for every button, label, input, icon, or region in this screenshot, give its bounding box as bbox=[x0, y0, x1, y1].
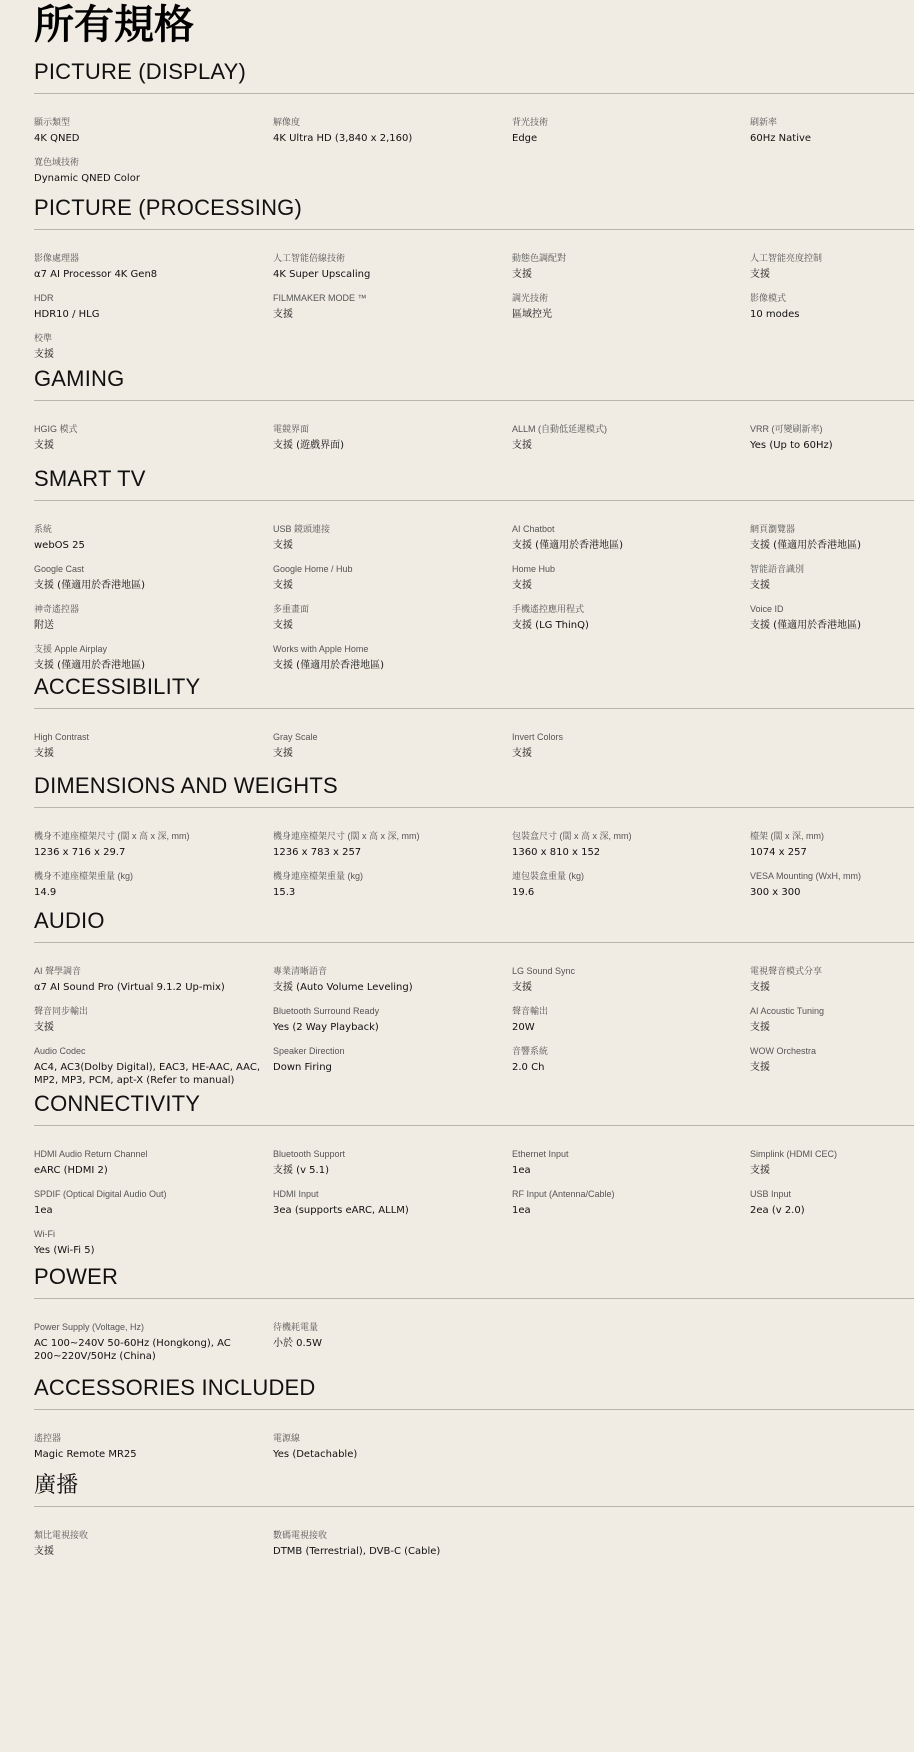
section-divider bbox=[34, 1298, 914, 1299]
section-title: POWER bbox=[34, 1264, 119, 1289]
spec-label: Voice ID bbox=[750, 604, 784, 614]
spec-value: AC 100~240V 50-60Hz (Hongkong), AC 200~220V/50Hz (China) bbox=[34, 1338, 231, 1362]
spec-label: 遙控器 bbox=[34, 1433, 62, 1443]
spec-item bbox=[512, 1045, 750, 1087]
spec-value: 支援 (僅適用於香港地區) bbox=[750, 540, 861, 551]
spec-item bbox=[273, 1148, 512, 1183]
spec-value: 300 x 300 bbox=[750, 887, 801, 898]
spec-value: 支援 bbox=[512, 269, 532, 280]
spec-label: 支援 Apple Airplay bbox=[34, 644, 108, 654]
spec-label: 解像度 bbox=[273, 117, 301, 127]
spec-label: VESA Mounting (WxH, mm) bbox=[750, 871, 862, 881]
spec-item bbox=[512, 1005, 750, 1040]
spec-value: 2ea (v 2.0) bbox=[750, 1205, 805, 1216]
section-title: AUDIO bbox=[34, 908, 105, 933]
spec-label: Ethernet Input bbox=[512, 1149, 569, 1159]
spec-value: 支援 (僅適用於香港地區) bbox=[34, 580, 145, 591]
spec-section bbox=[34, 674, 914, 759]
spec-label: 影像處理器 bbox=[34, 253, 80, 263]
spec-value: 支援 bbox=[750, 1062, 770, 1073]
spec-value: 支援 bbox=[273, 309, 293, 320]
spec-value: Edge bbox=[512, 133, 538, 144]
spec-value: 支援 bbox=[750, 269, 770, 280]
spec-item bbox=[34, 252, 273, 287]
spec-grid bbox=[34, 830, 914, 905]
spec-label: Google Home / Hub bbox=[273, 564, 353, 574]
spec-value: 支援 bbox=[34, 349, 54, 360]
spec-value: 支援 bbox=[750, 1022, 770, 1033]
spec-item bbox=[273, 965, 512, 1000]
spec-label: 手機遙控應用程式 bbox=[512, 604, 585, 614]
spec-label: 多重畫面 bbox=[273, 604, 310, 614]
spec-item bbox=[750, 1148, 914, 1183]
spec-value: 20W bbox=[512, 1022, 535, 1033]
spec-item bbox=[273, 870, 512, 905]
spec-label: VRR (可變刷新率) bbox=[750, 424, 823, 434]
spec-label: 專業清晰語音 bbox=[273, 966, 328, 976]
spec-section bbox=[34, 1264, 914, 1362]
section-title: 廣播 bbox=[34, 1472, 79, 1497]
spec-item bbox=[273, 830, 512, 865]
spec-value: 4K Super Upscaling bbox=[273, 269, 371, 280]
spec-label: Works with Apple Home bbox=[273, 644, 369, 654]
spec-label: 電源線 bbox=[273, 1433, 301, 1443]
spec-value: Magic Remote MR25 bbox=[34, 1449, 137, 1460]
spec-label: Bluetooth Support bbox=[273, 1149, 346, 1159]
spec-item bbox=[34, 332, 273, 367]
spec-value: AC4, AC3(Dolby Digital), EAC3, HE-AAC, AAC, MP2, MP3, PCM, apt-X (Refer to manual) bbox=[34, 1062, 260, 1086]
spec-value: 支援 bbox=[512, 440, 532, 451]
spec-section bbox=[34, 59, 914, 184]
spec-value: 支援 (僅適用於香港地區) bbox=[34, 660, 145, 671]
spec-item bbox=[750, 523, 914, 558]
spec-item bbox=[750, 830, 914, 865]
spec-item bbox=[34, 1321, 273, 1363]
spec-value: 支援 bbox=[273, 580, 293, 591]
spec-value: 小於 0.5W bbox=[273, 1338, 322, 1349]
spec-label: Invert Colors bbox=[512, 732, 564, 742]
spec-value: 支援 (僅適用於香港地區) bbox=[750, 620, 861, 631]
page-title: 所有規格 bbox=[34, 2, 194, 48]
spec-item bbox=[273, 252, 512, 287]
spec-label: SPDIF (Optical Digital Audio Out) bbox=[34, 1189, 167, 1199]
spec-label: 待機耗電量 bbox=[273, 1322, 319, 1332]
section-divider bbox=[34, 1409, 914, 1410]
spec-item bbox=[750, 965, 914, 1000]
spec-item bbox=[512, 965, 750, 1000]
spec-value: 1360 x 810 x 152 bbox=[512, 847, 601, 858]
spec-item bbox=[273, 1529, 512, 1564]
spec-value: DTMB (Terrestrial), DVB-C (Cable) bbox=[273, 1546, 441, 1557]
spec-value: 2.0 Ch bbox=[512, 1062, 545, 1073]
spec-section bbox=[34, 1091, 914, 1256]
spec-value: 支援 (v 5.1) bbox=[273, 1165, 329, 1176]
spec-value: 支援 (Auto Volume Leveling) bbox=[273, 982, 413, 993]
spec-label: AI Chatbot bbox=[512, 524, 555, 534]
section-divider bbox=[34, 1125, 914, 1126]
spec-label: AI Acoustic Tuning bbox=[750, 1006, 825, 1016]
spec-label: FILMMAKER MODE ™ bbox=[273, 293, 367, 303]
spec-value: 支援 bbox=[34, 440, 54, 451]
spec-value: Down Firing bbox=[273, 1062, 332, 1073]
spec-label: Power Supply (Voltage, Hz) bbox=[34, 1322, 145, 1332]
spec-item bbox=[34, 1228, 273, 1263]
spec-item bbox=[273, 1432, 512, 1467]
spec-value: 4K Ultra HD (3,840 x 2,160) bbox=[273, 133, 413, 144]
spec-label: Audio Codec bbox=[34, 1046, 86, 1056]
spec-item bbox=[34, 292, 273, 327]
spec-grid bbox=[34, 116, 914, 191]
spec-section bbox=[34, 1375, 914, 1460]
section-divider bbox=[34, 1506, 914, 1507]
spec-label: 音響系統 bbox=[512, 1046, 549, 1056]
spec-value: α7 AI Sound Pro (Virtual 9.1.2 Up-mix) bbox=[34, 982, 225, 993]
spec-grid bbox=[34, 1529, 914, 1564]
spec-item bbox=[750, 1005, 914, 1040]
spec-grid bbox=[34, 965, 914, 1087]
spec-label: Bluetooth Surround Ready bbox=[273, 1006, 380, 1016]
spec-label: 校準 bbox=[34, 333, 53, 343]
spec-value: 支援 bbox=[34, 1022, 54, 1033]
spec-value: 1ea bbox=[512, 1205, 531, 1216]
spec-label: 機身不連座檯架重量 (kg) bbox=[34, 871, 134, 881]
spec-item bbox=[273, 1188, 512, 1223]
spec-value: 支援 bbox=[34, 1546, 54, 1557]
spec-value: 支援 bbox=[273, 540, 293, 551]
spec-item bbox=[273, 292, 512, 327]
spec-value: 4K QNED bbox=[34, 133, 80, 144]
spec-label: 智能語音識別 bbox=[750, 564, 805, 574]
spec-value: 60Hz Native bbox=[750, 133, 812, 144]
spec-item bbox=[512, 1148, 750, 1183]
spec-item bbox=[750, 292, 914, 327]
spec-label: Simplink (HDMI CEC) bbox=[750, 1149, 838, 1159]
spec-item bbox=[34, 423, 273, 458]
spec-label: 寬色域技術 bbox=[34, 157, 80, 167]
spec-value: 1074 x 257 bbox=[750, 847, 807, 858]
spec-value: 附送 bbox=[34, 620, 54, 631]
spec-item bbox=[34, 965, 273, 1000]
spec-section bbox=[34, 908, 914, 1086]
spec-item bbox=[512, 523, 750, 558]
section-divider bbox=[34, 807, 914, 808]
section-title: PICTURE (PROCESSING) bbox=[34, 195, 303, 220]
spec-label: Gray Scale bbox=[273, 732, 318, 742]
spec-value: 區域控光 bbox=[512, 309, 552, 320]
spec-value: Yes (Wi-Fi 5) bbox=[34, 1245, 95, 1256]
spec-label: 檯架 (闊 x 深, mm) bbox=[750, 831, 824, 841]
spec-grid bbox=[34, 1148, 914, 1263]
spec-value: 支援 bbox=[273, 620, 293, 631]
spec-item bbox=[750, 1188, 914, 1223]
spec-label: 人工智能亮度控制 bbox=[750, 253, 823, 263]
spec-value: 1236 x 783 x 257 bbox=[273, 847, 362, 858]
spec-grid bbox=[34, 252, 914, 367]
spec-item bbox=[34, 116, 273, 151]
spec-item bbox=[273, 116, 512, 151]
spec-label: HDMI Input bbox=[273, 1189, 319, 1199]
spec-grid bbox=[34, 523, 914, 678]
spec-value: 支援 (LG ThinQ) bbox=[512, 620, 589, 631]
spec-label: USB Input bbox=[750, 1189, 792, 1199]
spec-value: Yes (2 Way Playback) bbox=[273, 1022, 379, 1033]
spec-item bbox=[512, 1188, 750, 1223]
section-divider bbox=[34, 93, 914, 94]
spec-grid bbox=[34, 731, 914, 766]
spec-label: LG Sound Sync bbox=[512, 966, 576, 976]
spec-label: 連包裝盒重量 (kg) bbox=[512, 871, 585, 881]
spec-item bbox=[273, 1045, 512, 1087]
spec-value: 支援 bbox=[512, 580, 532, 591]
spec-value: 14.9 bbox=[34, 887, 57, 898]
spec-label: HDR bbox=[34, 293, 54, 303]
spec-label: Speaker Direction bbox=[273, 1046, 345, 1056]
spec-item bbox=[34, 870, 273, 905]
spec-item bbox=[750, 603, 914, 638]
section-divider bbox=[34, 229, 914, 230]
spec-value: 1ea bbox=[34, 1205, 53, 1216]
spec-label: 包裝盒尺寸 (闊 x 高 x 深, mm) bbox=[512, 831, 632, 841]
spec-label: 刷新率 bbox=[750, 117, 778, 127]
spec-item bbox=[750, 563, 914, 598]
spec-item bbox=[273, 643, 512, 678]
spec-item bbox=[34, 1148, 273, 1183]
section-divider bbox=[34, 942, 914, 943]
spec-value: α7 AI Processor 4K Gen8 bbox=[34, 269, 158, 280]
spec-label: 背光技術 bbox=[512, 117, 549, 127]
spec-item bbox=[34, 1529, 273, 1564]
spec-value: 1ea bbox=[512, 1165, 531, 1176]
spec-item bbox=[512, 292, 750, 327]
spec-value: 支援 bbox=[512, 748, 532, 759]
spec-value: 1236 x 716 x 29.7 bbox=[34, 847, 126, 858]
spec-label: 網頁瀏覽器 bbox=[750, 524, 796, 534]
spec-label: HDMI Audio Return Channel bbox=[34, 1149, 148, 1159]
spec-label: 人工智能倍線技術 bbox=[273, 253, 346, 263]
spec-item bbox=[273, 603, 512, 638]
spec-label: 數碼電視接收 bbox=[273, 1530, 328, 1540]
spec-label: 聲音輸出 bbox=[512, 1006, 549, 1016]
spec-label: 電視聲音模式分享 bbox=[750, 966, 823, 976]
spec-value: 支援 (僅適用於香港地區) bbox=[512, 540, 623, 551]
spec-label: 電競界面 bbox=[273, 424, 310, 434]
spec-section bbox=[34, 1472, 914, 1557]
spec-item bbox=[750, 423, 914, 458]
section-title: SMART TV bbox=[34, 466, 146, 491]
spec-label: RF Input (Antenna/Cable) bbox=[512, 1189, 615, 1199]
section-divider bbox=[34, 708, 914, 709]
spec-value: HDR10 / HLG bbox=[34, 309, 100, 320]
spec-label: 動態色調配對 bbox=[512, 253, 567, 263]
spec-item bbox=[273, 731, 512, 766]
spec-section bbox=[34, 366, 914, 451]
spec-value: 支援 bbox=[273, 748, 293, 759]
spec-section bbox=[34, 773, 914, 898]
spec-label: 機身不連座檯架尺寸 (闊 x 高 x 深, mm) bbox=[34, 831, 190, 841]
spec-value: 支援 bbox=[750, 982, 770, 993]
spec-item bbox=[750, 1045, 914, 1087]
spec-label: USB 鏡頭連接 bbox=[273, 524, 331, 534]
spec-item bbox=[512, 830, 750, 865]
spec-item bbox=[34, 643, 273, 678]
spec-value: 10 modes bbox=[750, 309, 800, 320]
spec-item bbox=[34, 731, 273, 766]
section-title: ACCESSORIES INCLUDED bbox=[34, 1375, 316, 1400]
spec-label: 顯示類型 bbox=[34, 117, 71, 127]
spec-grid bbox=[34, 1321, 914, 1363]
spec-item bbox=[273, 523, 512, 558]
spec-item bbox=[273, 1005, 512, 1040]
spec-item bbox=[750, 870, 914, 905]
spec-label: 機身連座檯架尺寸 (闊 x 高 x 深, mm) bbox=[273, 831, 420, 841]
spec-item bbox=[34, 830, 273, 865]
spec-item bbox=[512, 252, 750, 287]
section-title: ACCESSIBILITY bbox=[34, 674, 201, 699]
spec-item bbox=[512, 563, 750, 598]
spec-label: 神奇遙控器 bbox=[34, 604, 80, 614]
spec-label: Home Hub bbox=[512, 564, 556, 574]
spec-item bbox=[34, 156, 273, 191]
spec-label: 類比電視接收 bbox=[34, 1530, 89, 1540]
spec-label: High Contrast bbox=[34, 732, 90, 742]
section-title: DIMENSIONS AND WEIGHTS bbox=[34, 773, 338, 798]
spec-item bbox=[512, 870, 750, 905]
section-title: PICTURE (DISPLAY) bbox=[34, 59, 247, 84]
spec-label: 系統 bbox=[34, 524, 53, 534]
spec-item bbox=[34, 523, 273, 558]
spec-label: 調光技術 bbox=[512, 293, 549, 303]
spec-label: 影像模式 bbox=[750, 293, 787, 303]
spec-value: 支援 (遊戲界面) bbox=[273, 440, 344, 451]
spec-label: 聲音同步輸出 bbox=[34, 1006, 89, 1016]
section-divider bbox=[34, 500, 914, 501]
spec-item bbox=[34, 1188, 273, 1223]
spec-item bbox=[512, 423, 750, 458]
spec-value: 支援 bbox=[750, 1165, 770, 1176]
spec-item bbox=[512, 116, 750, 151]
spec-value: Yes (Up to 60Hz) bbox=[750, 440, 833, 451]
spec-value: 支援 bbox=[512, 982, 532, 993]
spec-label: Wi-Fi bbox=[34, 1229, 55, 1239]
spec-item bbox=[34, 1432, 273, 1467]
spec-item bbox=[34, 563, 273, 598]
spec-value: 支援 bbox=[34, 748, 54, 759]
spec-value: Yes (Detachable) bbox=[273, 1449, 358, 1460]
spec-value: 支援 bbox=[750, 580, 770, 591]
section-title: GAMING bbox=[34, 366, 125, 391]
spec-item bbox=[512, 731, 750, 766]
spec-label: AI 聲學調音 bbox=[34, 966, 82, 976]
spec-item bbox=[273, 563, 512, 598]
spec-item bbox=[34, 603, 273, 638]
spec-item bbox=[750, 116, 914, 151]
spec-value: 支援 (僅適用於香港地區) bbox=[273, 660, 384, 671]
spec-label: Google Cast bbox=[34, 564, 85, 574]
spec-grid bbox=[34, 1432, 914, 1467]
spec-value: eARC (HDMI 2) bbox=[34, 1165, 108, 1176]
spec-value: webOS 25 bbox=[34, 540, 85, 551]
spec-grid bbox=[34, 423, 914, 458]
spec-section bbox=[34, 195, 914, 360]
spec-value: Dynamic QNED Color bbox=[34, 173, 140, 184]
spec-value: 15.3 bbox=[273, 887, 296, 898]
section-divider bbox=[34, 400, 914, 401]
section-title: CONNECTIVITY bbox=[34, 1091, 201, 1116]
spec-value: 19.6 bbox=[512, 887, 535, 898]
spec-label: ALLM (自動低延遲模式) bbox=[512, 424, 608, 434]
spec-label: HGIG 模式 bbox=[34, 424, 78, 434]
spec-item bbox=[273, 1321, 512, 1363]
spec-item bbox=[273, 423, 512, 458]
spec-value: 3ea (supports eARC, ALLM) bbox=[273, 1205, 409, 1216]
spec-label: WOW Orchestra bbox=[750, 1046, 817, 1056]
spec-item bbox=[750, 252, 914, 287]
spec-section bbox=[34, 466, 914, 671]
spec-item bbox=[512, 603, 750, 638]
spec-item bbox=[34, 1005, 273, 1040]
spec-label: 機身連座檯架重量 (kg) bbox=[273, 871, 364, 881]
spec-item bbox=[34, 1045, 273, 1087]
